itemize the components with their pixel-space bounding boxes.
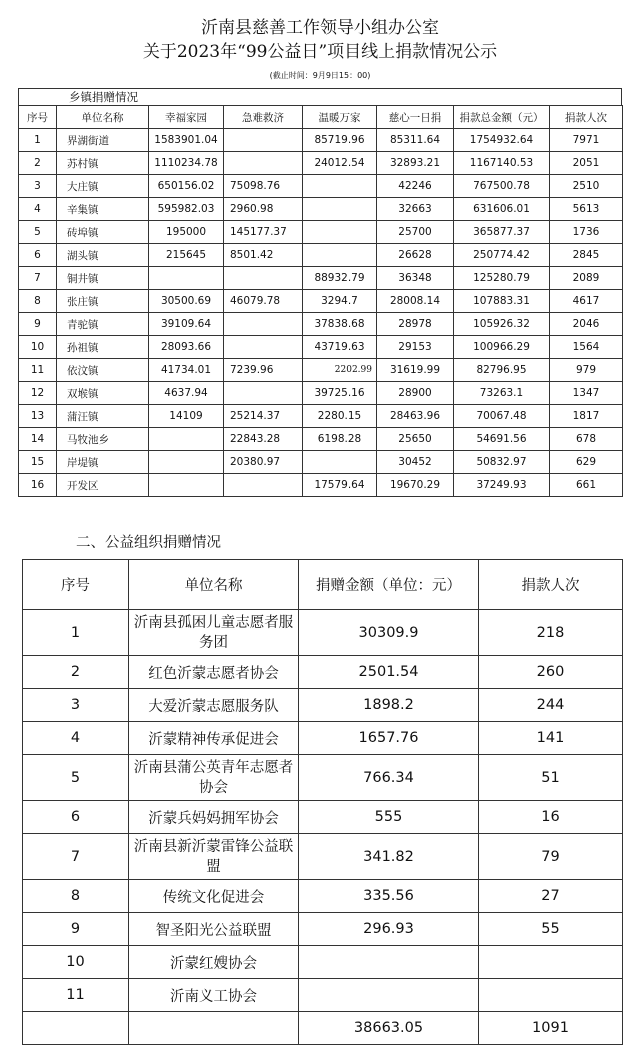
column-header: 单位名称	[129, 560, 299, 610]
table-cell: 107883.31	[454, 290, 550, 313]
table-cell: 4	[23, 722, 129, 755]
table-cell: 蒲汪镇	[57, 405, 149, 428]
table-cell: 辛集镇	[57, 198, 149, 221]
table-cell: 7971	[550, 129, 623, 152]
table-cell: 3	[23, 689, 129, 722]
table-cell: 335.56	[299, 880, 479, 913]
table-cell: 296.93	[299, 913, 479, 946]
table-cell: 661	[550, 474, 623, 497]
document-title-line1: 沂南县慈善工作领导小组办公室	[201, 18, 439, 38]
table-row	[19, 175, 623, 198]
table-cell	[224, 267, 303, 290]
table-cell: 767500.78	[454, 175, 550, 198]
table-cell: 2845	[550, 244, 623, 267]
table-cell: 张庄镇	[57, 290, 149, 313]
table-cell: 365877.37	[454, 221, 550, 244]
table-cell: 13	[19, 405, 57, 428]
column-header: 单位名称	[57, 106, 149, 129]
table-cell: 2960.98	[224, 198, 303, 221]
table-cell: 218	[479, 610, 623, 656]
table-cell: 1110234.78	[149, 152, 224, 175]
table-cell: 195000	[149, 221, 224, 244]
table-cell: 46079.78	[224, 290, 303, 313]
table-row	[19, 359, 623, 382]
table-row	[19, 405, 623, 428]
table-cell: 青驼镇	[57, 313, 149, 336]
table-cell: 8	[19, 290, 57, 313]
table-cell: 7	[19, 267, 57, 290]
table-cell: 28008.14	[377, 290, 454, 313]
table-cell: 629	[550, 451, 623, 474]
section1-title: 乡镇捐赠情况	[18, 88, 622, 105]
table-cell: 26628	[377, 244, 454, 267]
table-cell: 2	[23, 656, 129, 689]
table-row	[23, 610, 623, 656]
table-cell: 15	[19, 451, 57, 474]
table-cell	[303, 451, 377, 474]
table-cell: 79	[479, 834, 623, 880]
table-cell: 沂南县新沂蒙雷锋公益联盟	[129, 834, 299, 880]
table-cell: 大爱沂蒙志愿服务队	[129, 689, 299, 722]
table-cell: 5	[19, 221, 57, 244]
table-cell	[224, 336, 303, 359]
table-cell: 7239.96	[224, 359, 303, 382]
table-row	[23, 722, 623, 755]
table-row	[19, 221, 623, 244]
column-header: 捐赠金额（单位：元）	[299, 560, 479, 610]
table-cell: 30452	[377, 451, 454, 474]
column-header: 捐款人次	[550, 106, 623, 129]
table-cell: 43719.63	[303, 336, 377, 359]
table-cell	[303, 244, 377, 267]
table-cell: 42246	[377, 175, 454, 198]
table-cell: 1	[23, 610, 129, 656]
org-donation-table	[22, 559, 623, 1045]
table-cell: 85311.64	[377, 129, 454, 152]
table-cell: 28900	[377, 382, 454, 405]
table-cell: 12	[19, 382, 57, 405]
table-cell: 1898.2	[299, 689, 479, 722]
table-cell: 39725.16	[303, 382, 377, 405]
table-cell: 215645	[149, 244, 224, 267]
table-cell	[149, 267, 224, 290]
column-header: 捐款总金额（元）	[454, 106, 550, 129]
table-cell: 传统文化促进会	[129, 880, 299, 913]
table-cell: 28093.66	[149, 336, 224, 359]
table-cell: 36348	[377, 267, 454, 290]
column-header: 序号	[23, 560, 129, 610]
table-cell: 341.82	[299, 834, 479, 880]
table-cell: 100966.29	[454, 336, 550, 359]
table-cell: 3	[19, 175, 57, 198]
table-row	[19, 474, 623, 497]
table-cell: 14109	[149, 405, 224, 428]
table-cell: 73263.1	[454, 382, 550, 405]
table-header-row	[23, 560, 623, 610]
table-cell: 17579.64	[303, 474, 377, 497]
table-cell: 8501.42	[224, 244, 303, 267]
table-cell: 9	[19, 313, 57, 336]
table-cell: 依汶镇	[57, 359, 149, 382]
table-row	[19, 152, 623, 175]
table-row	[23, 913, 623, 946]
table-cell: 37838.68	[303, 313, 377, 336]
table-cell: 766.34	[299, 755, 479, 801]
table-cell: 沂南县孤困儿童志愿者服务团	[129, 610, 299, 656]
table-cell: 湖头镇	[57, 244, 149, 267]
table-cell: 1754932.64	[454, 129, 550, 152]
table-cell: 125280.79	[454, 267, 550, 290]
table-cell: 25650	[377, 428, 454, 451]
table-cell: 30309.9	[299, 610, 479, 656]
table-header-row	[19, 106, 623, 129]
column-header: 捐款人次	[479, 560, 623, 610]
column-header: 慈心一日捐	[377, 106, 454, 129]
table-cell: 244	[479, 689, 623, 722]
table-row	[19, 336, 623, 359]
table-row	[19, 428, 623, 451]
table-cell: 145177.37	[224, 221, 303, 244]
table-cell: 20380.97	[224, 451, 303, 474]
table-cell: 29153	[377, 336, 454, 359]
total-cell	[23, 1012, 129, 1045]
table-cell: 260	[479, 656, 623, 689]
table-cell: 开发区	[57, 474, 149, 497]
table-cell	[149, 428, 224, 451]
table-cell: 31619.99	[377, 359, 454, 382]
table-cell: 马牧池乡	[57, 428, 149, 451]
table-cell: 10	[19, 336, 57, 359]
table-cell: 1564	[550, 336, 623, 359]
table-cell: 沂蒙兵妈妈拥军协会	[129, 801, 299, 834]
table-row	[23, 946, 623, 979]
table-cell: 75098.76	[224, 175, 303, 198]
table-cell: 27	[479, 880, 623, 913]
table-cell: 岸堤镇	[57, 451, 149, 474]
table-row	[23, 801, 623, 834]
table-cell: 55	[479, 913, 623, 946]
column-header: 序号	[19, 106, 57, 129]
table-cell	[299, 946, 479, 979]
total-row	[23, 1012, 623, 1045]
table-cell: 9	[23, 913, 129, 946]
table-row	[19, 290, 623, 313]
total-cell: 38663.05	[299, 1012, 479, 1045]
table-cell: 10	[23, 946, 129, 979]
table-cell: 11	[19, 359, 57, 382]
table-cell: 28463.96	[377, 405, 454, 428]
table-cell: 砖埠镇	[57, 221, 149, 244]
table-cell: 32663	[377, 198, 454, 221]
table-cell: 2	[19, 152, 57, 175]
table-cell: 2510	[550, 175, 623, 198]
total-cell	[129, 1012, 299, 1045]
table-cell: 51	[479, 755, 623, 801]
table-cell: 50832.97	[454, 451, 550, 474]
table-cell: 1	[19, 129, 57, 152]
table-cell: 3294.7	[303, 290, 377, 313]
table-cell: 82796.95	[454, 359, 550, 382]
total-cell: 1091	[479, 1012, 623, 1045]
table-cell	[224, 474, 303, 497]
table-cell	[149, 451, 224, 474]
table-cell: 2089	[550, 267, 623, 290]
table-cell: 37249.93	[454, 474, 550, 497]
table-cell: 6	[23, 801, 129, 834]
table-row	[19, 451, 623, 474]
table-cell: 沂蒙红嫂协会	[129, 946, 299, 979]
section2-title: 二、公益组织捐赠情况	[76, 535, 221, 551]
table-cell: 32893.21	[377, 152, 454, 175]
table-row	[23, 689, 623, 722]
table-row	[19, 129, 623, 152]
table-cell: 2280.15	[303, 405, 377, 428]
table-cell: 2202.99	[303, 359, 377, 382]
table-cell: 孙祖镇	[57, 336, 149, 359]
table-cell: 85719.96	[303, 129, 377, 152]
table-cell: 19670.29	[377, 474, 454, 497]
table-cell: 24012.54	[303, 152, 377, 175]
column-header: 幸福家园	[149, 106, 224, 129]
table-cell: 595982.03	[149, 198, 224, 221]
table-cell: 11	[23, 979, 129, 1012]
table-cell	[303, 175, 377, 198]
table-cell: 1347	[550, 382, 623, 405]
table-cell: 4637.94	[149, 382, 224, 405]
table-cell: 1583901.04	[149, 129, 224, 152]
table-cell: 105926.32	[454, 313, 550, 336]
table-cell: 25700	[377, 221, 454, 244]
table-row	[23, 656, 623, 689]
table-cell: 沂蒙精神传承促进会	[129, 722, 299, 755]
table-cell: 1657.76	[299, 722, 479, 755]
table-cell: 28978	[377, 313, 454, 336]
table-cell: 979	[550, 359, 623, 382]
table-cell: 2501.54	[299, 656, 479, 689]
table-cell: 1736	[550, 221, 623, 244]
table-cell: 250774.42	[454, 244, 550, 267]
table-cell: 16	[479, 801, 623, 834]
table-row	[23, 979, 623, 1012]
table-cell	[303, 221, 377, 244]
table-cell: 6	[19, 244, 57, 267]
table-cell: 22843.28	[224, 428, 303, 451]
table-cell	[303, 198, 377, 221]
table-cell: 678	[550, 428, 623, 451]
table-cell: 1817	[550, 405, 623, 428]
table-cell: 红色沂蒙志愿者协会	[129, 656, 299, 689]
table-cell: 沂南义工协会	[129, 979, 299, 1012]
table-cell: 70067.48	[454, 405, 550, 428]
table-cell: 2051	[550, 152, 623, 175]
table-cell: 铜井镇	[57, 267, 149, 290]
table-cell	[224, 382, 303, 405]
table-cell: 智圣阳光公益联盟	[129, 913, 299, 946]
document-title-line2: 关于2023年“99公益日”项目线上捐款情况公示	[142, 42, 498, 62]
table-cell: 650156.02	[149, 175, 224, 198]
table-row	[19, 244, 623, 267]
table-cell: 14	[19, 428, 57, 451]
table-cell: 4	[19, 198, 57, 221]
table-row	[19, 267, 623, 290]
table-cell: 界湖街道	[57, 129, 149, 152]
table-cell: 16	[19, 474, 57, 497]
table-row	[23, 755, 623, 801]
table-cell	[299, 979, 479, 1012]
table-cell: 苏村镇	[57, 152, 149, 175]
table-cell: 54691.56	[454, 428, 550, 451]
table-cell	[479, 979, 623, 1012]
table-cell: 88932.79	[303, 267, 377, 290]
table-cell: 41734.01	[149, 359, 224, 382]
table-row	[19, 382, 623, 405]
table-cell	[224, 152, 303, 175]
table-cell: 沂南县蒲公英青年志愿者协会	[129, 755, 299, 801]
table-cell: 6198.28	[303, 428, 377, 451]
table-cell: 39109.64	[149, 313, 224, 336]
table-cell: 25214.37	[224, 405, 303, 428]
table-cell: 5	[23, 755, 129, 801]
table-cell: 8	[23, 880, 129, 913]
table-cell: 141	[479, 722, 623, 755]
org-donation-sheet	[22, 527, 622, 1045]
table-row	[19, 198, 623, 221]
table-cell: 30500.69	[149, 290, 224, 313]
column-header: 急难救济	[224, 106, 303, 129]
table-cell: 7	[23, 834, 129, 880]
table-cell: 2046	[550, 313, 623, 336]
town-donation-sheet	[18, 12, 622, 497]
table-cell	[224, 129, 303, 152]
town-donation-table	[18, 105, 623, 497]
table-row	[23, 880, 623, 913]
table-cell: 555	[299, 801, 479, 834]
table-row	[23, 834, 623, 880]
deadline-note: (截止时间：9月9日15：00)	[269, 71, 371, 80]
table-cell	[149, 474, 224, 497]
table-cell: 5613	[550, 198, 623, 221]
table-cell	[479, 946, 623, 979]
column-header: 温暖万家	[303, 106, 377, 129]
table-cell: 4617	[550, 290, 623, 313]
table-cell: 631606.01	[454, 198, 550, 221]
table-cell: 1167140.53	[454, 152, 550, 175]
table-cell	[224, 313, 303, 336]
table-row	[19, 313, 623, 336]
table-cell: 大庄镇	[57, 175, 149, 198]
table-cell: 双堠镇	[57, 382, 149, 405]
